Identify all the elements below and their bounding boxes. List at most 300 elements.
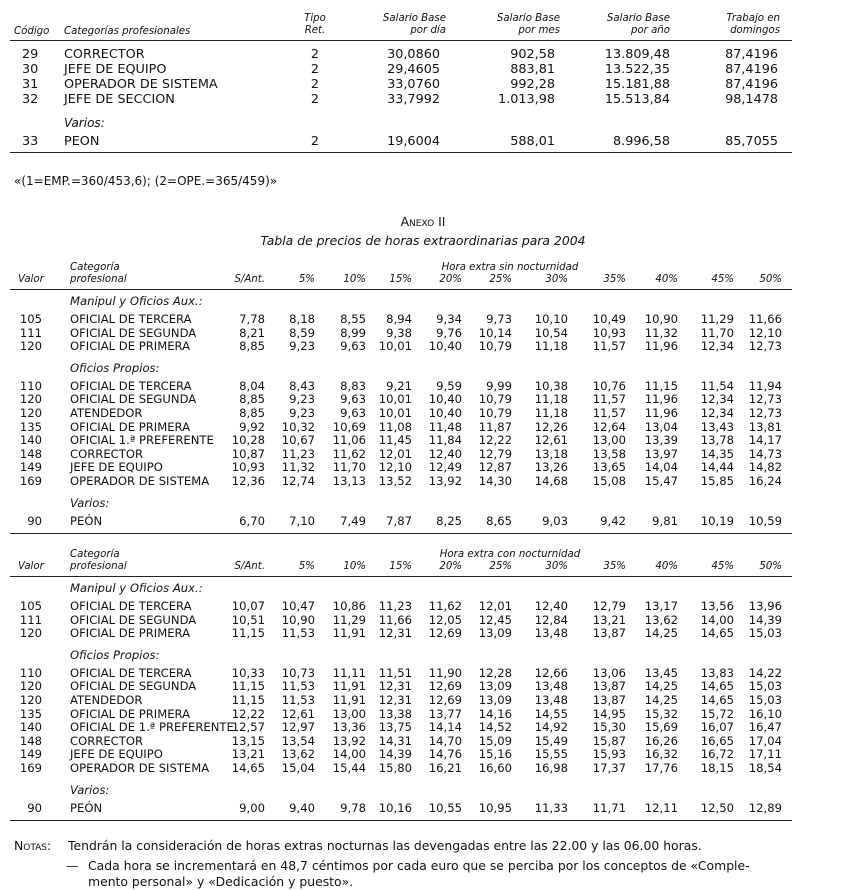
row-value: 13,87 (592, 693, 626, 707)
row-value: 12,34 (700, 406, 734, 420)
table1-cell: 2 (310, 77, 320, 92)
header-percent: 10% (343, 561, 366, 572)
row-value: 12,40 (428, 446, 462, 461)
row-value: 15,55 (534, 747, 568, 762)
row-value: 10,76 (592, 378, 626, 393)
header-percent: S/Ant. (234, 561, 265, 572)
row-value: 15,85 (700, 474, 734, 488)
table1-cell: JEFE DE EQUIPO (64, 62, 167, 77)
row-value: 11,62 (428, 599, 462, 613)
header-percent: 15% (389, 561, 412, 572)
row-value: 11,29 (700, 312, 734, 326)
table1-varios-cell: 8.996,58 (613, 134, 670, 149)
row-value: 9,63 (340, 339, 366, 354)
row-value: 11,23 (281, 446, 315, 461)
row-value: 9,99 (486, 378, 512, 393)
annex-title-text: Anexo II (400, 214, 446, 229)
row-value: 10,01 (378, 339, 412, 354)
table1-cell: 98,1478 (725, 92, 778, 107)
row-value: 12,34 (700, 339, 734, 354)
row-valor: 120 (19, 679, 42, 694)
row-value: 15,04 (281, 761, 315, 775)
row-valor: 148 (19, 733, 42, 748)
row-value: 11,91 (332, 626, 366, 641)
row-value: 8,25 (436, 513, 462, 528)
row-categoria: OFICIAL DE PRIMERA (70, 706, 191, 721)
row-value: 15,32 (644, 706, 678, 721)
row-value: 10,32 (281, 419, 315, 434)
row-value: 12,57 (231, 720, 265, 735)
row-value: 11,23 (378, 599, 412, 613)
row-value: 10,67 (281, 433, 315, 448)
row-value: 10,14 (478, 325, 512, 340)
row-value: 10,69 (332, 419, 366, 434)
row-value: 14,65 (700, 626, 734, 641)
row-value: 13,17 (644, 599, 678, 613)
row-categoria: ATENDEDOR (70, 406, 143, 420)
header-percent: 5% (298, 561, 315, 572)
row-value: 12,31 (378, 693, 412, 707)
row-value: 13,97 (644, 446, 678, 461)
row-value: 14,14 (428, 720, 462, 735)
table1-varios-cell: 19,6004 (387, 134, 440, 149)
row-value: 13,38 (378, 706, 412, 721)
row-value: 8,99 (340, 325, 366, 340)
row-value: 9,63 (340, 392, 366, 407)
row-value: 12,31 (378, 626, 412, 641)
row-value: 11,08 (378, 419, 412, 434)
row-value: 16,24 (748, 474, 782, 488)
table1-varios-label: Varios: (64, 116, 105, 130)
table1-cell: CORRECTOR (64, 47, 145, 62)
row-value: 11,15 (231, 626, 265, 641)
table1-varios-cell: 588,01 (510, 134, 555, 149)
row-value: 14,65 (700, 693, 734, 707)
note-dash: — (66, 858, 79, 873)
row-value: 13,21 (592, 612, 626, 627)
row-value: 12,50 (700, 800, 734, 815)
row-value: 11,15 (644, 378, 678, 393)
header-valor: Valor (18, 561, 44, 572)
row-value: 10,01 (378, 392, 412, 407)
row-value: 13,81 (748, 419, 782, 434)
row-value: 12,79 (592, 599, 626, 613)
row-value: 12,73 (748, 392, 782, 407)
row-value: 14,68 (534, 474, 568, 488)
row-value: 12,84 (534, 612, 568, 627)
row-value: 14,25 (644, 626, 678, 641)
row-value: 7,78 (239, 312, 265, 326)
row-valor: 110 (19, 378, 42, 393)
table1-cell: 2 (310, 62, 320, 77)
row-value: 15,47 (644, 474, 678, 488)
row-categoria: JEFE DE EQUIPO (70, 460, 163, 475)
row-value: 13,87 (592, 626, 626, 641)
row-value: 11,91 (332, 679, 366, 694)
row-value: 9,78 (340, 800, 366, 815)
row-value: 7,49 (340, 513, 366, 528)
row-value: 14,00 (332, 747, 366, 762)
row-categoria: OFICIAL DE SEGUNDA (70, 679, 197, 694)
header-percent: 30% (545, 561, 568, 572)
row-value: 18,54 (748, 761, 782, 775)
section-label: Manipul y Oficios Aux.: (70, 581, 203, 595)
note-1: Tendrán la consideración de horas extras nocturnas las devengadas entre las 22.00 y las 06.00 horas. (68, 838, 702, 853)
header-percent: 50% (759, 561, 782, 572)
row-value: 13,15 (231, 733, 265, 748)
row-value: 12,74 (281, 474, 315, 488)
row-categoria: OFICIAL 1.ª PREFERENTE (70, 433, 214, 448)
header-percent: 25% (489, 274, 512, 285)
row-valor: 140 (19, 720, 42, 735)
table1-cell: 992,28 (510, 77, 555, 92)
row-valor: 120 (19, 392, 42, 407)
row-valor: 149 (19, 460, 42, 475)
row-value: 9,73 (486, 312, 512, 326)
row-value: 11,96 (644, 392, 678, 407)
table1-cell: 33,7992 (387, 92, 440, 107)
row-value: 8,55 (340, 312, 366, 326)
row-value: 10,10 (534, 312, 568, 326)
row-value: 13,39 (644, 433, 678, 448)
row-value: 13,36 (332, 720, 366, 735)
header-categoria: Categoría (70, 549, 120, 560)
row-value: 13,45 (644, 665, 678, 680)
row-value: 13,54 (281, 733, 315, 748)
row-value: 14,39 (378, 747, 412, 762)
annex-title (0, 214, 846, 229)
row-value: 10,19 (700, 513, 734, 528)
header-sal-mes-1: Salario Base (496, 13, 560, 24)
header-percent: 45% (711, 274, 734, 285)
row-value: 10,07 (231, 599, 265, 613)
row-value: 14,25 (644, 693, 678, 707)
row-value: 15,93 (592, 747, 626, 762)
row-valor: 105 (19, 312, 42, 326)
row-value: 10,38 (534, 378, 568, 393)
row-categoria: OFICIAL DE PRIMERA (70, 339, 191, 354)
header-categoria: Categoría (70, 262, 120, 273)
row-value: 12,22 (478, 433, 512, 448)
row-value: 11,45 (378, 433, 412, 448)
row-value: 13,62 (281, 747, 315, 762)
row-value: 11,62 (332, 446, 366, 461)
row-value: 12,69 (428, 679, 462, 694)
row-value: 10,54 (534, 325, 568, 340)
row-value: 11,87 (478, 419, 512, 434)
row-value: 16,65 (700, 733, 734, 748)
section-label: Oficios Propios: (70, 360, 160, 375)
header-percent: 40% (655, 274, 678, 285)
row-value: 14,44 (700, 460, 734, 475)
row-value: 15,87 (592, 733, 626, 748)
row-value: 13,00 (332, 706, 366, 721)
row-value: 14,22 (748, 665, 782, 680)
table1-cell: 902,58 (510, 47, 555, 62)
table1-cell: 33,0760 (387, 77, 440, 92)
table1-varios-cell: 85,7055 (725, 134, 778, 149)
row-value: 13,48 (534, 679, 568, 694)
row-value: 10,40 (428, 339, 462, 354)
row-categoria: PEÓN (70, 800, 103, 815)
row-value: 11,18 (534, 406, 568, 420)
row-value: 11,57 (592, 392, 626, 407)
row-value: 11,32 (281, 460, 315, 475)
row-value: 9,59 (436, 378, 462, 393)
table1-cell: OPERADOR DE SISTEMA (64, 77, 218, 92)
table1-cell: 1.013,98 (498, 92, 555, 107)
row-valor: 111 (19, 612, 42, 627)
row-value: 14,25 (644, 679, 678, 694)
row-value: 12,01 (378, 446, 412, 461)
row-categoria: OFICIAL DE SEGUNDA (70, 612, 197, 627)
row-value: 13,78 (700, 433, 734, 448)
row-valor: 135 (19, 706, 42, 721)
header-profesional: profesional (70, 561, 127, 572)
row-value: 18,15 (700, 761, 734, 775)
row-value: 10,49 (592, 312, 626, 326)
row-value: 9,03 (542, 513, 568, 528)
row-value: 11,66 (748, 312, 782, 326)
row-categoria: OFICIAL DE TERCERA (70, 378, 192, 393)
row-value: 12,40 (534, 599, 568, 613)
row-value: 15,44 (332, 761, 366, 775)
row-value: 8,85 (239, 392, 265, 407)
row-value: 10,73 (281, 665, 315, 680)
header-rule (10, 289, 792, 290)
row-value: 10,01 (378, 406, 412, 420)
header-percent: 20% (439, 561, 462, 572)
row-value: 12,61 (281, 706, 315, 721)
row-value: 14,35 (700, 446, 734, 461)
header-percent: 40% (655, 561, 678, 572)
row-value: 16,98 (534, 761, 568, 775)
section-label: Varios: (70, 782, 110, 797)
row-categoria: OFICIAL DE TERCERA (70, 665, 192, 680)
row-value: 6,70 (239, 513, 265, 528)
row-categoria: OFICIAL DE TERCERA (70, 599, 192, 613)
row-value: 14,82 (748, 460, 782, 475)
row-categoria: OFICIAL DE SEGUNDA (70, 325, 197, 340)
header-domingos-1: Trabajo en (726, 13, 780, 24)
row-value: 11,70 (700, 325, 734, 340)
row-value: 9,81 (652, 513, 678, 528)
table1-cell: 29 (22, 47, 39, 62)
row-value: 15,80 (378, 761, 412, 775)
row-value: 11,53 (281, 693, 315, 707)
header-ret: Ret. (304, 25, 326, 36)
header-domingos-2: domingos (730, 25, 780, 36)
header-sal-dia-1: Salario Base (382, 13, 446, 24)
row-value: 13,65 (592, 460, 626, 475)
table1-cell: 31 (22, 77, 39, 92)
row-value: 11,70 (332, 460, 366, 475)
row-value: 12,26 (534, 419, 568, 434)
row-value: 14,17 (748, 433, 782, 448)
row-valor: 140 (19, 433, 42, 448)
row-value: 14,31 (378, 733, 412, 748)
row-value: 9,40 (289, 800, 315, 815)
row-value: 13,92 (428, 474, 462, 488)
row-value: 10,40 (428, 406, 462, 420)
row-value: 13,04 (644, 419, 678, 434)
row-value: 15,08 (592, 474, 626, 488)
header-percent: 20% (439, 274, 462, 285)
row-value: 14,92 (534, 720, 568, 735)
row-value: 12,28 (478, 665, 512, 680)
row-value: 11,66 (378, 612, 412, 627)
row-value: 11,48 (428, 419, 462, 434)
header-percent: 15% (389, 274, 412, 285)
row-value: 7,10 (289, 513, 315, 528)
row-value: 12,01 (478, 599, 512, 613)
header-rule (10, 576, 792, 577)
row-value: 8,83 (340, 378, 366, 393)
header-percent: 30% (545, 274, 568, 285)
row-value: 10,79 (478, 392, 512, 407)
row-value: 10,51 (231, 612, 265, 627)
row-value: 12,79 (478, 446, 512, 461)
row-valor: 111 (19, 325, 42, 340)
row-categoria: OFICIAL DE PRIMERA (70, 419, 191, 434)
row-value: 14,55 (534, 706, 568, 721)
row-value: 13,48 (534, 626, 568, 641)
table1-cell: 2 (310, 92, 320, 107)
row-value: 11,18 (534, 339, 568, 354)
row-value: 14,39 (748, 612, 782, 627)
header-categorias: Categorías profesionales (64, 26, 191, 37)
table1-cell: 2 (310, 47, 320, 62)
row-value: 10,59 (748, 513, 782, 528)
row-valor: 120 (19, 406, 42, 420)
row-value: 13,56 (700, 599, 734, 613)
row-value: 13,09 (478, 626, 512, 641)
row-value: 17,37 (592, 761, 626, 775)
row-value: 11,06 (332, 433, 366, 448)
row-value: 10,55 (428, 800, 462, 815)
row-value: 9,38 (386, 325, 412, 340)
row-value: 12,66 (534, 665, 568, 680)
notes-label: Notas: (14, 838, 52, 853)
row-value: 11,96 (644, 339, 678, 354)
row-value: 12,64 (592, 419, 626, 434)
row-value: 13,09 (478, 679, 512, 694)
row-value: 12,73 (748, 339, 782, 354)
row-value: 15,30 (592, 720, 626, 735)
row-value: 11,18 (534, 392, 568, 407)
header-group: Hora extra con nocturnidad (439, 549, 581, 560)
row-value: 9,23 (289, 339, 315, 354)
row-value: 17,76 (644, 761, 678, 775)
row-value: 11,94 (748, 378, 782, 393)
row-value: 9,92 (239, 419, 265, 434)
row-value: 12,34 (700, 392, 734, 407)
row-value: 11,51 (378, 665, 412, 680)
header-percent: 45% (711, 561, 734, 572)
table1-cell: 87,4196 (725, 47, 778, 62)
row-valor: 90 (27, 800, 42, 815)
table1-cell: 30 (22, 62, 39, 77)
row-value: 13,09 (478, 693, 512, 707)
row-value: 15,03 (748, 626, 782, 641)
section-label: Manipul y Oficios Aux.: (70, 294, 203, 308)
note-2-line-1: Cada hora se incrementará en 48,7 céntimos por cada euro que se perciba por los conceptos de «Comple- (88, 858, 750, 873)
row-value: 9,34 (436, 312, 462, 326)
row-value: 11,15 (231, 679, 265, 694)
row-value: 10,90 (281, 612, 315, 627)
row-value: 11,11 (332, 665, 366, 680)
row-value: 13,18 (534, 446, 568, 461)
row-valor: 110 (19, 665, 42, 680)
row-value: 13,43 (700, 419, 734, 434)
row-value: 9,76 (436, 325, 462, 340)
header-percent: 50% (759, 274, 782, 285)
row-categoria: OPERADOR DE SISTEMA (70, 474, 210, 488)
row-value: 13,83 (700, 665, 734, 680)
row-value: 11,15 (231, 693, 265, 707)
row-value: 14,73 (748, 446, 782, 461)
row-value: 14,95 (592, 706, 626, 721)
row-value: 15,16 (478, 747, 512, 762)
section-label: Oficios Propios: (70, 647, 160, 662)
row-value: 14,65 (700, 679, 734, 694)
row-value: 16,60 (478, 761, 512, 775)
row-value: 8,21 (239, 325, 265, 340)
row-value: 16,26 (644, 733, 678, 748)
row-value: 14,76 (428, 747, 462, 762)
table1-varios-cell: PEON (64, 134, 100, 149)
row-categoria: JEFE DE EQUIPO (70, 747, 163, 762)
row-value: 12,10 (748, 325, 782, 340)
row-value: 11,29 (332, 612, 366, 627)
annex-subtitle: Tabla de precios de horas extraordinarias para 2004 (260, 233, 586, 248)
table1-varios-cell: 2 (310, 134, 320, 149)
row-value: 12,11 (644, 800, 678, 815)
row-categoria: OFICIAL DE SEGUNDA (70, 392, 197, 407)
row-value: 9,23 (289, 392, 315, 407)
row-value: 11,54 (700, 378, 734, 393)
table1-cell: 15.513,84 (604, 92, 670, 107)
row-value: 9,42 (600, 513, 626, 528)
table1-cell: 87,4196 (725, 62, 778, 77)
header-percent: 5% (298, 274, 315, 285)
row-value: 13,21 (231, 747, 265, 762)
header-tipo: Tipo (304, 13, 326, 24)
row-value: 14,30 (478, 474, 512, 488)
row-value: 9,21 (386, 378, 412, 393)
row-value: 10,28 (231, 433, 265, 448)
header-percent: 10% (343, 274, 366, 285)
row-value: 16,10 (748, 706, 782, 721)
row-value: 16,21 (428, 761, 462, 775)
row-value: 11,33 (534, 800, 568, 815)
row-value: 14,16 (478, 706, 512, 721)
row-value: 13,48 (534, 693, 568, 707)
row-value: 13,75 (378, 720, 412, 735)
row-value: 8,94 (386, 312, 412, 326)
row-valor: 149 (19, 747, 42, 762)
header-sal-dia-2: por día (410, 25, 446, 36)
header-percent: 25% (489, 561, 512, 572)
row-value: 12,49 (428, 460, 462, 475)
row-value: 14,65 (231, 761, 265, 775)
row-value: 10,16 (378, 800, 412, 815)
row-value: 12,45 (478, 612, 512, 627)
row-value: 15,03 (748, 693, 782, 707)
row-valor: 148 (19, 446, 42, 461)
row-value: 10,33 (231, 665, 265, 680)
row-value: 10,86 (332, 599, 366, 613)
